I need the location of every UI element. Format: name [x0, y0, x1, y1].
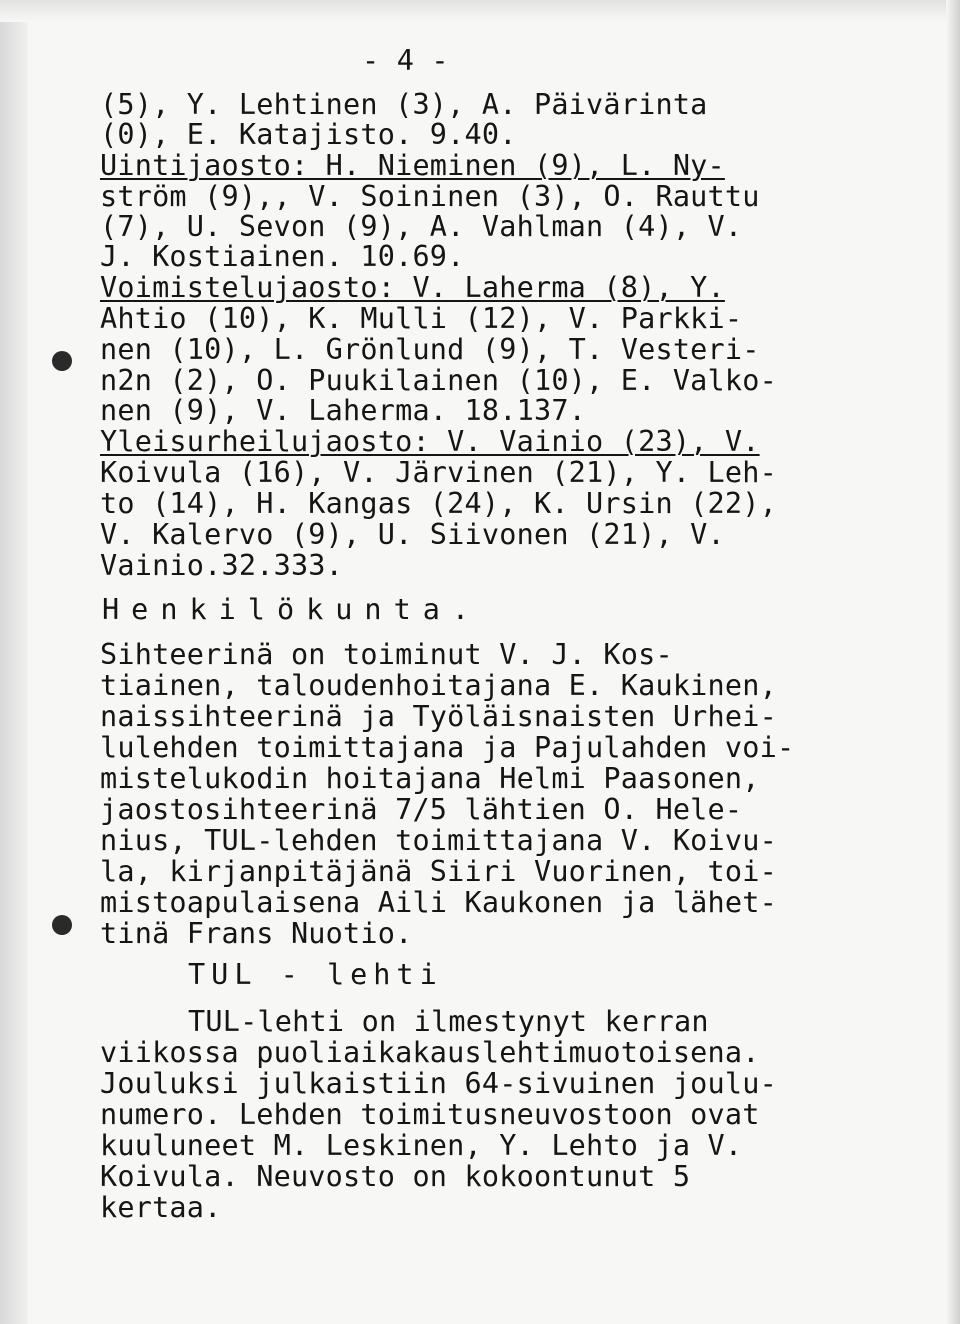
- text-line-8: Ahtio (10), K. Mulli (12), V. Parkki-: [100, 302, 743, 335]
- henkilokunta-line-7: nius, TUL-lehden toimittajana V. Koivu-: [100, 824, 777, 857]
- henkilokunta-line-2: tiainen, taloudenhoitajana E. Kaukinen,: [100, 669, 777, 702]
- text-line-voimistelujaosto: Voimistelujaosto: V. Laherma (8), Y.: [100, 271, 725, 304]
- text-line-5: (7), U. Sevon (9), A. Vahlman (4), V.: [100, 210, 743, 243]
- tul-lehti-line-7: kertaa.: [100, 1191, 222, 1224]
- text-line-uintijaosto: Uintijaosto: H. Nieminen (9), L. Ny-: [100, 149, 725, 182]
- scan-left-edge: [0, 0, 28, 1324]
- tul-lehti-line-1: TUL-lehti on ilmestynyt kerran: [188, 1005, 709, 1038]
- henkilokunta-line-4: lulehden toimittajana ja Pajulahden voi-: [100, 731, 795, 764]
- tul-lehti-line-2: viikossa puoliaikakauslehtimuotoisena.: [100, 1036, 760, 1069]
- text-line-13: Koivula (16), V. Järvinen (21), Y. Leh-: [100, 456, 777, 489]
- scan-right-edge: [946, 0, 960, 1324]
- text-line-15: V. Kalervo (9), U. Siivonen (21), V.: [100, 518, 725, 551]
- henkilokunta-line-6: jaostosihteerinä 7/5 lähtien O. Hele-: [100, 793, 743, 826]
- henkilokunta-line-9: mistoapulaisena Aili Kaukonen ja lähet-: [100, 886, 777, 919]
- tul-lehti-line-3: Jouluksi julkaistiin 64-sivuinen joulu-: [100, 1067, 777, 1100]
- text-line-11: nen (9), V. Laherma. 18.137.: [100, 394, 587, 427]
- text-line-10: n2n (2), O. Puukilainen (10), E. Valko-: [100, 364, 777, 397]
- tul-lehti-line-6: Koivula. Neuvosto on kokoontunut 5: [100, 1160, 691, 1193]
- text-line-1: (5), Y. Lehtinen (3), A. Päivärinta: [100, 88, 708, 121]
- text-line-2: (0), E. Katajisto. 9.40.: [100, 118, 517, 151]
- punch-hole-upper: [52, 351, 72, 371]
- henkilokunta-line-8: la, kirjanpitäjänä Siiri Vuorinen, toi-: [100, 855, 777, 888]
- henkilokunta-line-3: naissihteerinä ja Työläisnaisten Urhei-: [100, 700, 777, 733]
- text-line-4: ström (9),, V. Soininen (3), O. Rauttu: [100, 180, 760, 213]
- punch-hole-lower: [52, 915, 72, 935]
- henkilokunta-line-10: tinä Frans Nuotio.: [100, 917, 413, 950]
- text-line-yleisurheilujaosto: Yleisurheilujaosto: V. Vainio (23), V.: [100, 425, 760, 458]
- text-line-6: J. Kostiainen. 10.69.: [100, 240, 465, 273]
- text-line-16: Vainio.32.333.: [100, 549, 344, 582]
- heading-tul-lehti: TUL - lehti: [188, 958, 443, 991]
- heading-henkilokunta: Henkilökunta.: [102, 593, 482, 626]
- henkilokunta-line-5: mistelukodin hoitajana Helmi Paasonen,: [100, 762, 760, 795]
- henkilokunta-line-1: Sihteerinä on toiminut V. J. Kos-: [100, 638, 673, 671]
- page-number: - 4 -: [362, 44, 449, 77]
- scan-top-edge: [0, 0, 960, 22]
- tul-lehti-line-4: numero. Lehden toimitusneuvostoon ovat: [100, 1098, 760, 1131]
- text-line-9: nen (10), L. Grönlund (9), T. Vesteri-: [100, 333, 760, 366]
- tul-lehti-line-5: kuuluneet M. Leskinen, Y. Lehto ja V.: [100, 1129, 743, 1162]
- text-line-14: to (14), H. Kangas (24), K. Ursin (22),: [100, 487, 777, 520]
